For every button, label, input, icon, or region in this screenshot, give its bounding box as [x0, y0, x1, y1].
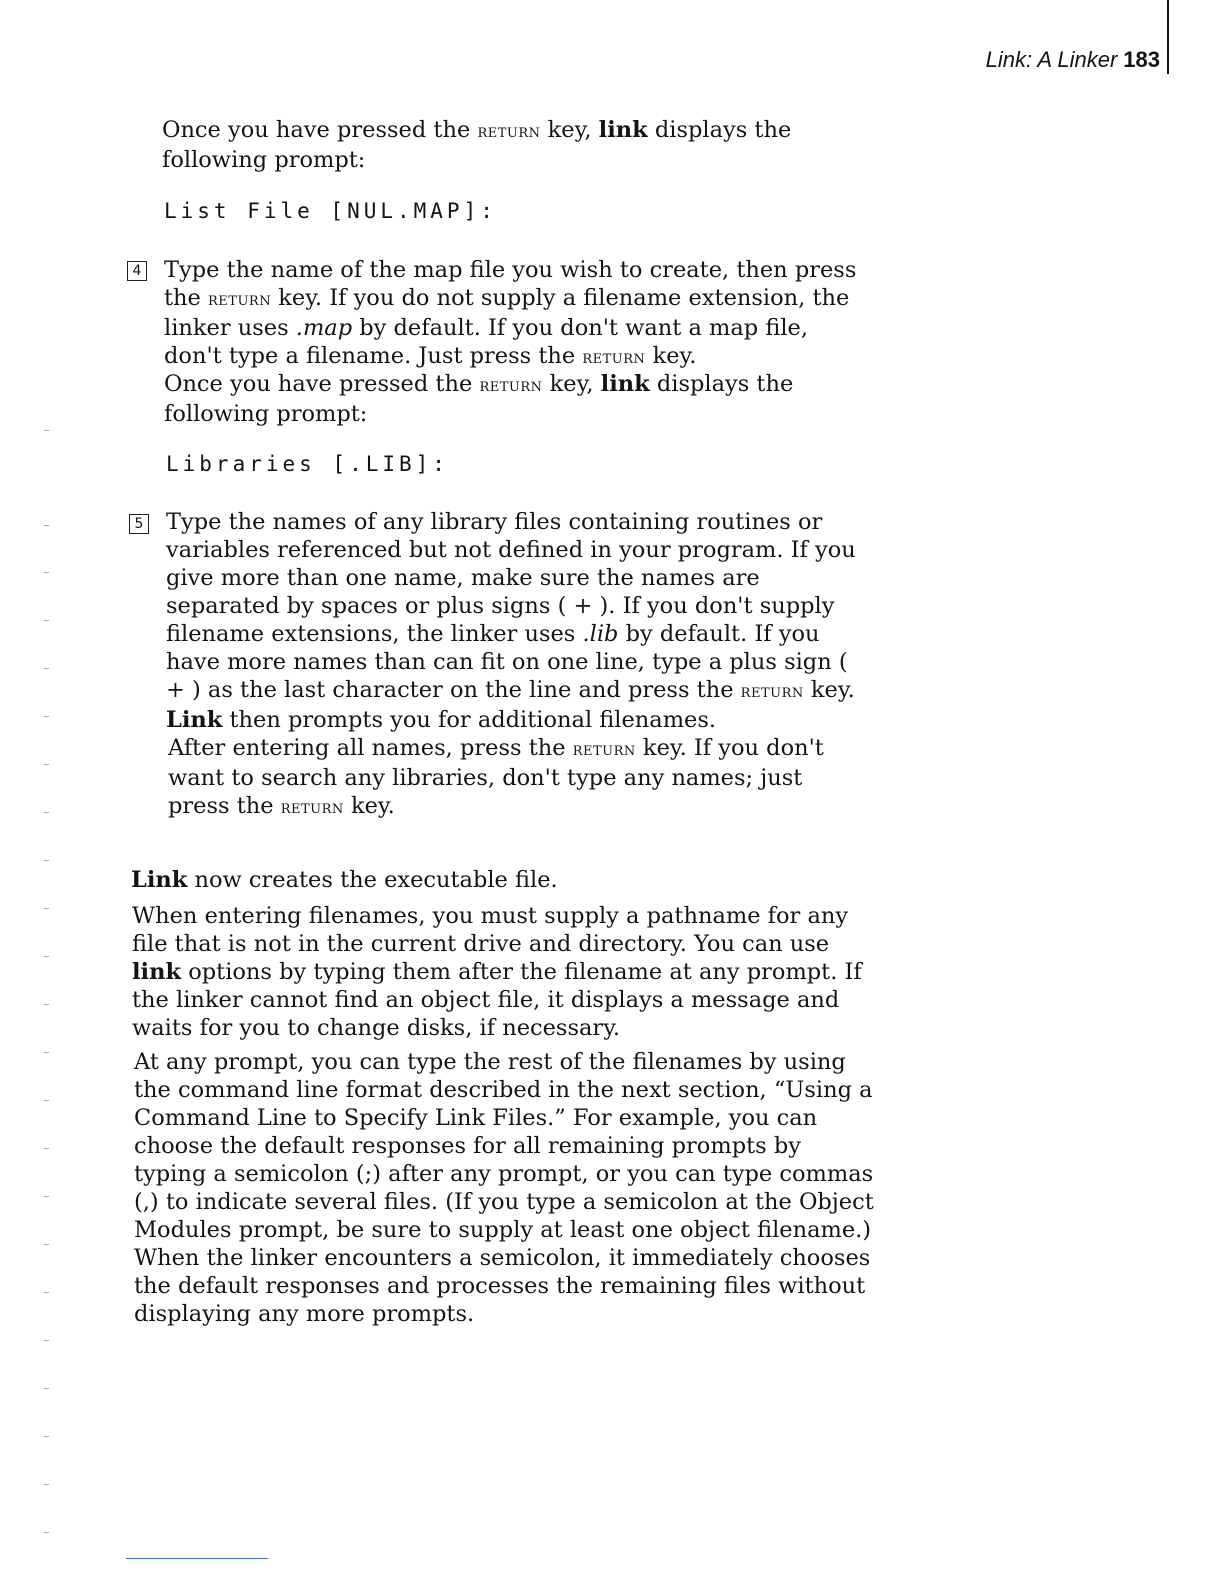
text-run: key. If you do not supply a filename extension, the linker uses — [164, 285, 850, 341]
text-run: now creates the executable file. — [187, 867, 558, 893]
return-key-label: return — [740, 681, 804, 702]
extension-name: .lib — [582, 621, 619, 647]
page-number: 183 — [1123, 47, 1160, 72]
header-rule — [1167, 0, 1169, 74]
paragraph-return-prompt-2 — [164, 370, 884, 428]
margin-mark — [44, 1532, 49, 1533]
command-name: Link — [131, 867, 188, 893]
margin-mark — [44, 860, 49, 861]
text-run: Once you have pressed the — [164, 371, 480, 397]
command-name: Link — [166, 707, 223, 733]
command-name: link — [132, 959, 182, 985]
margin-mark — [44, 1244, 49, 1245]
margin-mark — [44, 620, 49, 621]
margin-mark — [44, 908, 49, 909]
margin-mark — [44, 1340, 49, 1341]
text-run: key, — [542, 371, 601, 397]
margin-mark — [44, 572, 49, 573]
margin-mark — [44, 1436, 49, 1437]
text-run: key. If you don't want to search any libraries, don't type any names; just press the — [168, 735, 824, 819]
margin-mark — [44, 812, 49, 813]
text-run: Type the name of the map file you wish to create, then press the — [164, 257, 857, 311]
step-4-paragraph — [164, 256, 864, 372]
margin-mark — [44, 1148, 49, 1149]
return-key-label: return — [582, 347, 646, 368]
text-run: by default. If you don't want a map file, don't type a filename. Just press the — [164, 315, 809, 369]
text-run: key, — [540, 117, 599, 143]
step-number-box: 4 — [127, 261, 147, 281]
text-run: Once you have pressed the — [162, 117, 478, 143]
command-name: link — [600, 371, 650, 397]
margin-mark — [44, 668, 49, 669]
margin-mark — [44, 1100, 49, 1101]
text-run: When entering filenames, you must supply a pathname for any file that is not in the current drive and directory. You can use — [132, 903, 849, 957]
text-run: by default. If you have more names than can fit on one line, type a plus sign ( + ) as the last character on the line and press the — [166, 621, 848, 703]
return-key-label: return — [208, 289, 272, 310]
margin-mark — [44, 1004, 49, 1005]
step-5-paragraph — [166, 508, 866, 734]
header-title: Link: A Linker — [985, 47, 1118, 72]
paragraph-after-entering — [168, 734, 858, 822]
text-run: displays the following prompt: — [162, 117, 792, 173]
paragraph-return-prompt-1 — [162, 116, 882, 174]
text-run: then prompts you for additional filenames. — [222, 707, 717, 733]
footer-rule — [126, 1558, 268, 1559]
paragraph-link-creates — [131, 866, 851, 894]
step-number-box: 5 — [129, 514, 149, 534]
margin-mark — [44, 764, 49, 765]
return-key-label: return — [280, 797, 344, 818]
margin-mark — [44, 1052, 49, 1053]
margin-mark — [44, 1484, 49, 1485]
paragraph-entering-filenames — [132, 902, 867, 1042]
prompt-list-file: List File [NUL.MAP]: — [164, 199, 497, 223]
margin-mark — [44, 525, 49, 526]
text-run: After entering all names, press the — [168, 735, 573, 761]
margin-mark — [44, 1196, 49, 1197]
margin-mark — [44, 956, 49, 957]
text-run: Type the names of any library files containing routines or variables referenced but not defined in your program. If you give more than one name, make sure the names are separated by spaces or plus signs ( + ). If you don't supply filename extensions, the linker uses — [166, 509, 856, 647]
text-run: displays the following prompt: — [164, 371, 794, 427]
margin-mark — [44, 1292, 49, 1293]
running-header — [986, 46, 1160, 74]
text-run: key. — [343, 793, 395, 819]
return-key-label: return — [477, 121, 541, 142]
command-name: link — [598, 117, 648, 143]
return-key-label: return — [572, 739, 636, 760]
text-run: key. — [645, 343, 697, 369]
return-key-label: return — [479, 375, 543, 396]
margin-mark — [44, 430, 49, 431]
text-run: key. — [803, 677, 855, 703]
extension-name: .map — [295, 315, 353, 341]
text-run: options by typing them after the filename at any prompt. If the linker cannot find an object file, it displays a message and waits for you to change disks, if necessary. — [132, 959, 862, 1041]
prompt-libraries: Libraries [.LIB]: — [166, 452, 449, 476]
margin-mark — [44, 716, 49, 717]
paragraph-any-prompt: At any prompt, you can type the rest of the filenames by using the command line format described in the next section, “Using a Command Line to Specify Link Files.” For example, you can choose the default responses for all remaining prompts by typing a semicolon (;) after any prompt, or you can type commas (,) to indicate several files. (If you type a semicolon at the Object Modules prompt, be sure to supply at least one object filename.) When the linker encounters a semicolon, it immediately chooses the default responses and processes the remaining files without displaying any more prompts. — [134, 1049, 874, 1327]
margin-mark — [44, 1388, 49, 1389]
